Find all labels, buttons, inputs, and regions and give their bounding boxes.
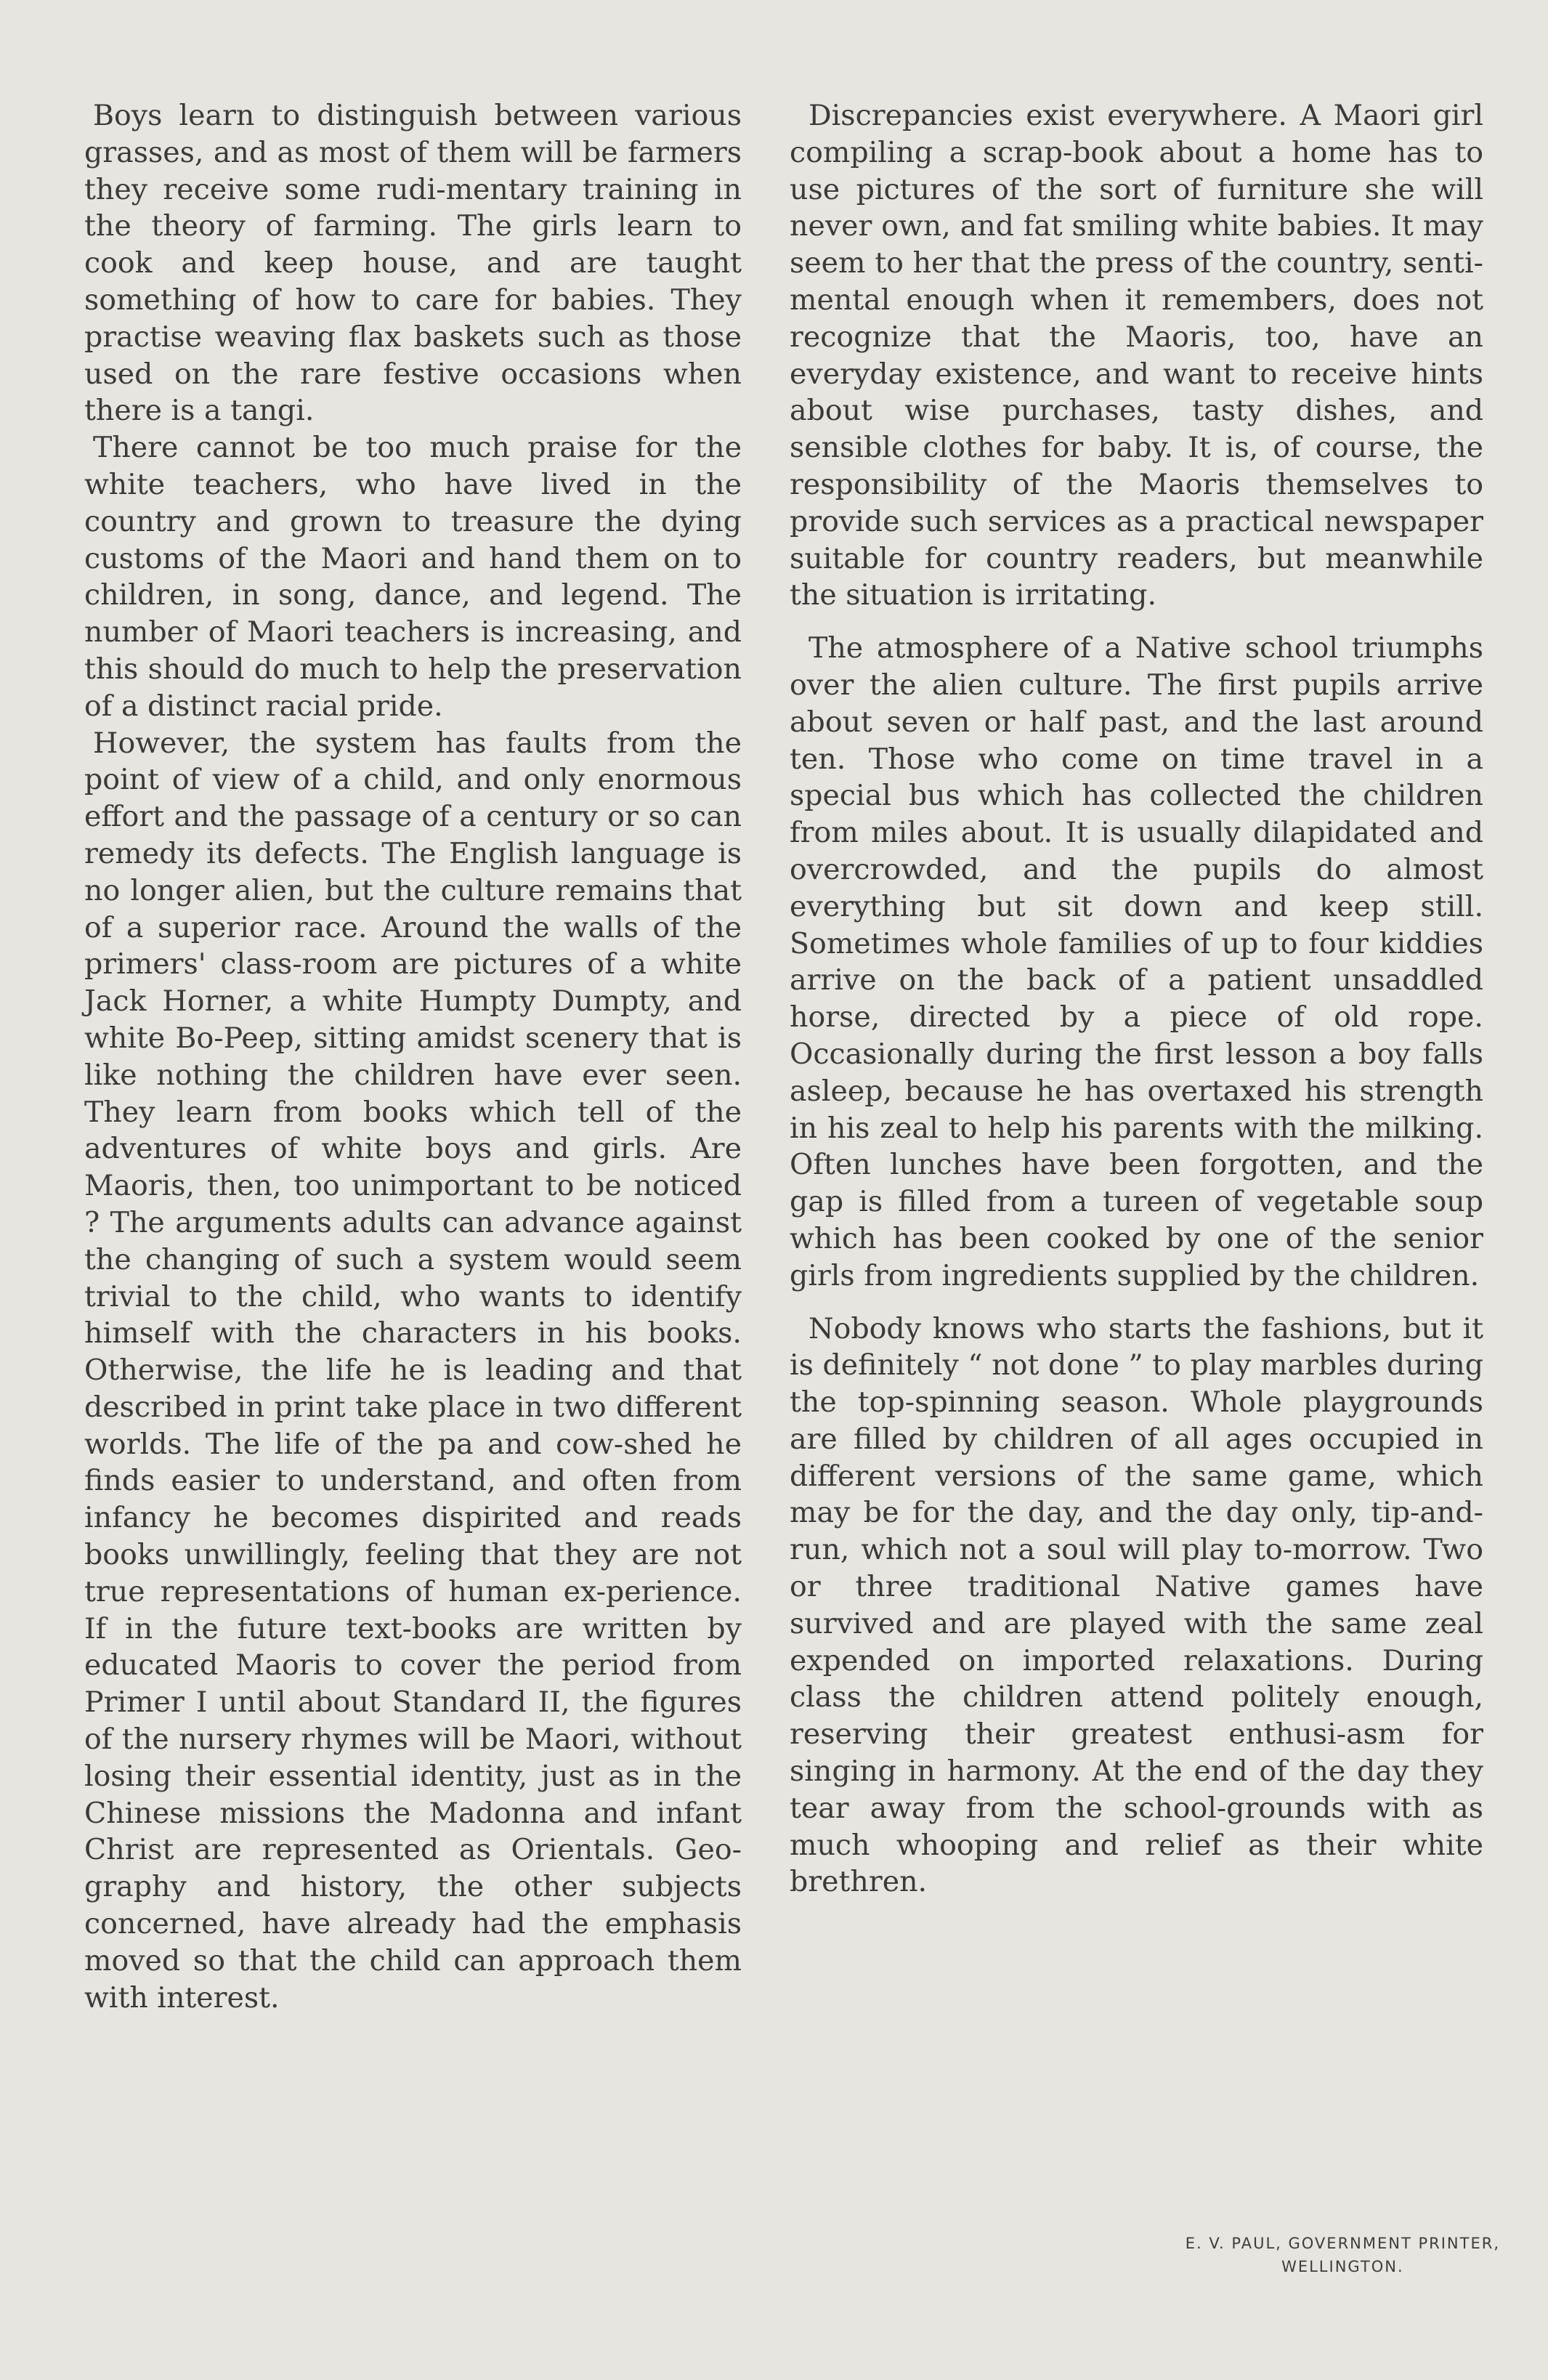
left-column	[84, 97, 742, 2016]
imprint-line-printer: E. V. PAUL, GOVERNMENT PRINTER,	[1185, 2235, 1500, 2252]
paragraph-discrepancies: Discrepancies exist everywhere. A Maori girl compiling a scrap-book about a home has to use pictures of the sort of furniture she will never own, and fat smiling white babies. It may seem to her that the press of the country, senti-mental enough when it remembers, does not recognize that the Maoris, too, have an everyday existence, and want to receive hints about wise purchases, tasty dishes, and sensible clothes for baby. It is, of course, the responsibility of the Maoris themselves to provide such services as a practical newspaper suitable for country readers, but meanwhile the situation is irritating.	[790, 99, 1483, 612]
paragraph-playground-fashions: Nobody knows who starts the fashions, but it is definitely “ not done ” to play marbles during the top-spinning season. Whole playgrounds are filled by children of all ages occupied in different versions of the same game, which may be for the day, and the day only, tip-and-run, which not a soul will play to-morrow. Two or three traditional Native games have survived and are played with the same zeal expended on imported relaxations. During class the children attend politely enough, reserving their greatest enthusi-asm for singing in harmony. At the end of the day they tear away from the school-grounds with as much whooping and relief as their white brethren.	[790, 1311, 1483, 1899]
right-column	[790, 97, 1483, 1901]
paragraph-system-faults: However, the system has faults from the point of view of a child, and only enormous effort and the passage of a century or so can remedy its defects. The English language is no longer alien, but the culture remains that of a superior race. Around the walls of the primers' class-room are pictures of a white Jack Horner, a white Humpty Dumpty, and white Bo-Peep, sitting amidst scenery that is like nothing the children have ever seen. They learn from books which tell of the adventures of white boys and girls. Are Maoris, then, too unimportant to be noticed ? The arguments adults can advance against the changing of such a system would seem trivial to the child, who wants to identify himself with the characters in his books. Otherwise, the life he is leading and that described in print take place in two different worlds. The life of the pa and cow-shed he finds easier to understand, and often from infancy he becomes dispirited and reads books unwillingly, feeling that they are not true representations of human ex-perience. If in the future text-books are written by educated Maoris to cover the period from Primer I until about Standard II, the figures of the nursery rhymes will be Maori, without losing their essential identity, just as in the Chinese missions the Madonna and infant Christ are represented as Orientals. Geo-graphy and history, the other subjects concerned, have already had the emphasis moved so that the child can approach them with interest.	[84, 726, 742, 2015]
paragraph-farming-training: Boys learn to distinguish between various grasses, and as most of them will be farmers they receive some rudi-mentary training in the theory of farming. The girls learn to cook and keep house, and are taught something of how to care for babies. They practise weaving flax baskets such as those used on the rare festive occasions when there is a tangi.	[84, 99, 742, 428]
paragraph-white-teachers: There cannot be too much praise for the white teachers, who have lived in the country and grown to treasure the dying customs of the Maori and hand them on to children, in song, dance, and legend. The number of Maori teachers is increasing, and this should do much to help the preservation of a distinct racial pride.	[84, 431, 742, 723]
imprint-line-city: WELLINGTON.	[1281, 2258, 1404, 2275]
printer-imprint	[1186, 2232, 1500, 2278]
paragraph-school-atmosphere: The atmosphere of a Native school triumphs over the alien culture. The first pupils arrive about seven or half past, and the last around ten. Those who come on time travel in a special bus which has collected the children from miles about. It is usually dilapidated and overcrowded, and the pupils do almost everything but sit down and keep still. Sometimes whole families of up to four kiddies arrive on the back of a patient unsaddled horse, directed by a piece of old rope. Occasionally during the first lesson a boy falls asleep, because he has overtaxed his strength in his zeal to help his parents with the milking. Often lunches have been forgotten, and the gap is filled from a tureen of vegetable soup which has been cooked by one of the senior girls from ingredients supplied by the children.	[790, 631, 1483, 1292]
